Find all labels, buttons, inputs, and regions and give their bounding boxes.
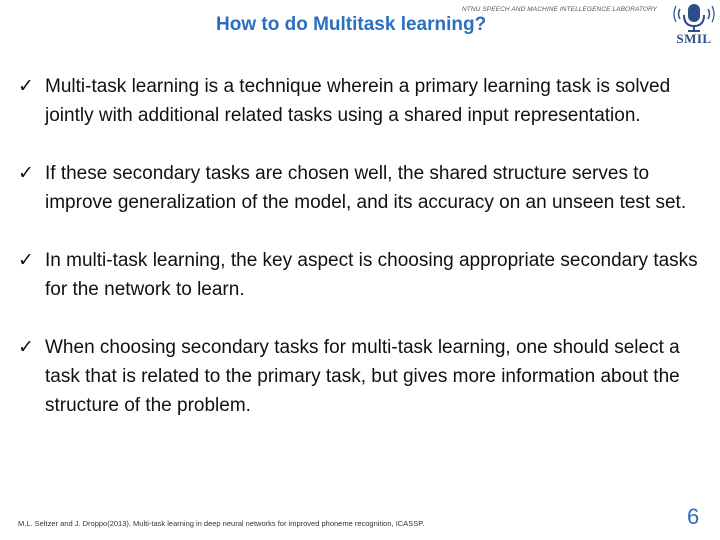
microphone-icon xyxy=(672,3,716,33)
bullet-text: In multi-task learning, the key aspect is choosing appropriate secondary tasks for the network to learn. xyxy=(45,250,698,300)
check-mark-icon: ✓ xyxy=(18,163,34,184)
page-number: 6 xyxy=(687,504,700,529)
bullet-list xyxy=(18,72,718,420)
citation: M.L. Seltzer and J. Droppo(2013). Multi-task learning in deep neural networks for improved phoneme recognition, ICASSP. xyxy=(18,519,425,528)
lab-name: NTNU SPEECH AND MACHINE INTELLEGENCE LABORATORY xyxy=(462,6,658,13)
check-mark-icon: ✓ xyxy=(18,76,34,97)
bullet-item xyxy=(18,159,718,217)
bullet-text: If these secondary tasks are chosen well, the shared structure serves to improve generalization of the model, and its accuracy on an unseen test set. xyxy=(45,163,687,213)
bullet-item xyxy=(18,246,718,304)
bullet-text: Multi-task learning is a technique wherein a primary learning task is solved jointly with additional related tasks using a shared input representation. xyxy=(45,76,671,126)
bullet-item xyxy=(18,333,718,420)
bullet-item xyxy=(18,72,718,130)
check-mark-icon: ✓ xyxy=(18,337,34,358)
slide-title: How to do Multitask learning? xyxy=(216,14,487,35)
logo-text: SMIL xyxy=(676,31,712,46)
bullet-text: When choosing secondary tasks for multi-task learning, one should select a task that is related to the primary task, but gives more information about the structure of the problem. xyxy=(45,337,680,416)
lab-logo xyxy=(672,3,716,47)
check-mark-icon: ✓ xyxy=(18,250,34,271)
